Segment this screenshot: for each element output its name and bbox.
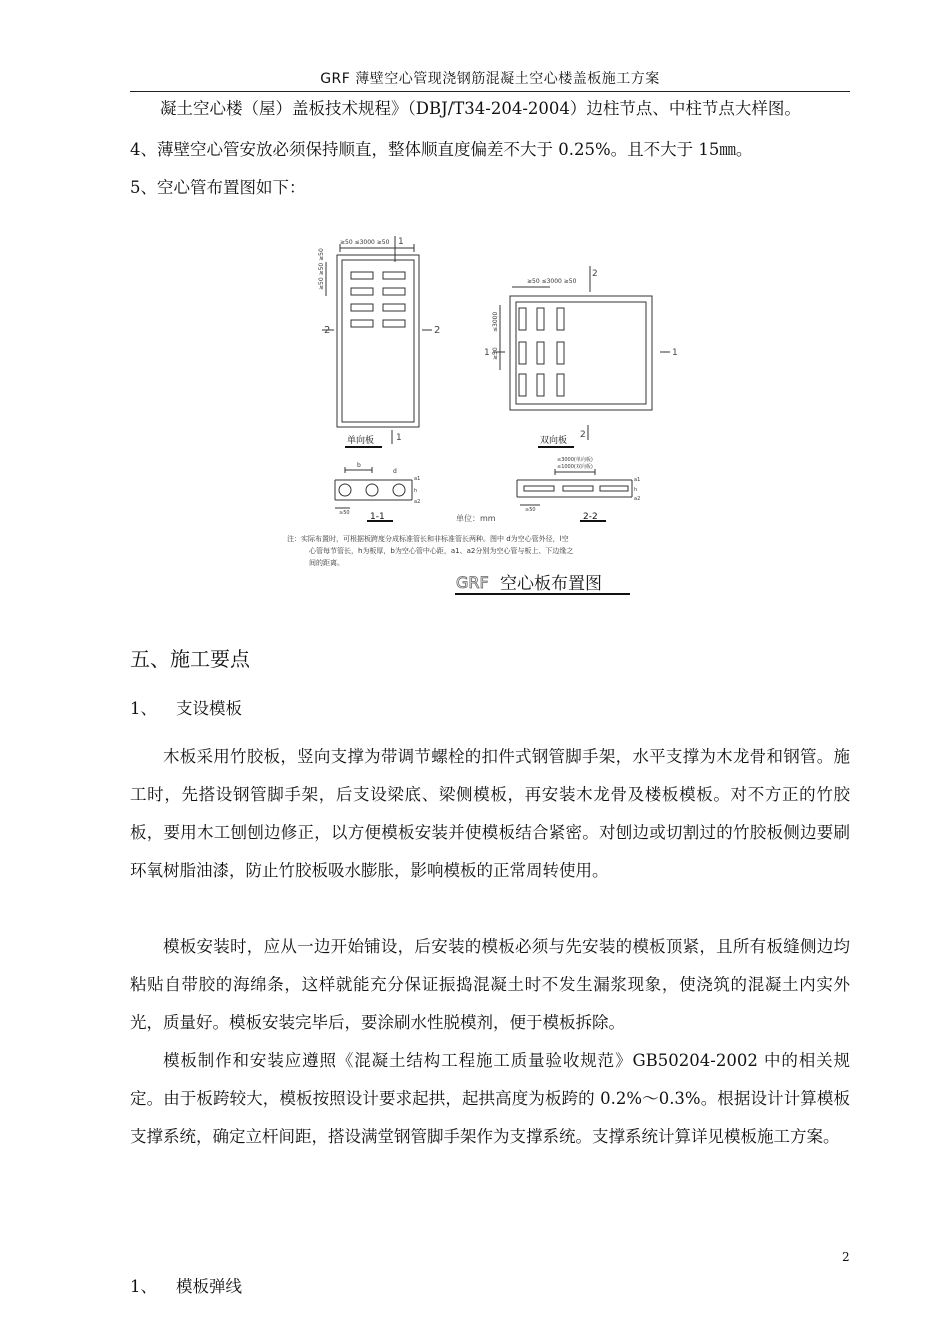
figure-title-grf: GRF — [456, 573, 489, 592]
label-1: 1 — [396, 433, 402, 443]
paragraph-1: 木板采用竹胶板，竖向支撑为带调节螺栓的扣件式钢管脚手架，水平支撑为木龙骨和钢管。施工时，先搭设钢管脚手架，后支设梁底、梁侧模板，再安装木龙骨及楼板模板。对不方正的竹胶板，要用木工刨刨边修正，以方便模板安装并使模板结合紧密。对刨边或切割过的竹胶板侧边要刷环氧树脂油漆，防止竹胶板吸水膨胀，影响模板的正常周转使用。 — [130, 747, 850, 880]
hollow-tube — [557, 308, 564, 330]
sec-a1: a1 — [634, 477, 641, 483]
hollow-tube — [351, 288, 373, 295]
label-2: 2 — [324, 325, 331, 336]
subsection-title: 模板弹线 — [176, 1277, 242, 1296]
sec-h: h — [634, 487, 638, 493]
one-way-slab-outer — [337, 255, 419, 427]
label-2: 2 — [434, 325, 441, 336]
sec-h: h — [414, 488, 418, 494]
hollow-tube — [519, 308, 526, 330]
label-2: 2 — [592, 269, 598, 279]
subsection-number: 1、 — [130, 699, 157, 718]
figure-title: 空心板布置图 — [500, 574, 602, 594]
unit-label: 单位：mm — [456, 514, 496, 523]
label-1: 1 — [484, 348, 490, 358]
subsection-title: 支设模板 — [176, 699, 242, 718]
dim-le3000: ≤3000 — [492, 311, 499, 332]
two-way-caption: 双向板 — [540, 436, 568, 446]
section-1-label: 1-1 — [370, 512, 385, 522]
one-way-slab-inner — [342, 260, 414, 422]
hollow-tube — [557, 374, 564, 396]
section-title: 五、施工要点 — [130, 647, 250, 671]
hollow-tube — [383, 288, 405, 295]
note-line-2: 心管每节管长，h为板厚，b为空心管中心距，a1、a2分别为空心管与板上、下边缘之 — [309, 547, 574, 555]
sec-dim-double: ≤1000(双向板) — [557, 464, 593, 470]
label-2: 2 — [580, 430, 586, 440]
hollow-tube — [383, 272, 405, 279]
intro-line-2: 4、薄壁空心管安放必须保持顺直，整体顺直度偏差不大于 0.25%。且不大于 15㎜。 — [130, 140, 753, 159]
dim-top-one-way: ≥50 ≤3000 ≥50 — [340, 239, 390, 246]
subsection-heading — [130, 1273, 242, 1297]
hollow-tube-section — [524, 486, 554, 491]
hollow-tube — [519, 342, 526, 364]
sec-a1: a1 — [414, 476, 421, 482]
label-1: 1 — [672, 348, 678, 358]
subsection-number: 1、 — [130, 1277, 157, 1296]
paragraph-2: 模板安装时，应从一边开始铺设，后安装的模板必须与先安装的模板顶紧，且所有板缝侧边均粘贴自带胶的海绵条，这样就能充分保证振捣混凝土时不发生漏浆现象，使浇筑的混凝土内实外光，质量好。模板安装完毕后，要涂刷水性脱模剂，便于模板拆除。 — [130, 937, 850, 1032]
hollow-tube-section — [600, 486, 628, 491]
hollow-tube — [383, 304, 405, 311]
hollow-tube — [557, 342, 564, 364]
dim-top-two-way: ≥50 ≤3000 ≥50 — [527, 278, 577, 285]
hollow-tube — [351, 320, 373, 327]
paragraph-3: 模板制作和安装应遵照《混凝土结构工程施工质量验收规范》GB50204-2002 中的相关规定。由于板跨较大，模板按照设计要求起拱，起拱高度为板跨的 0.2%～0.3%。根据设计计算模板支撑系统，确定立杆间距，搭设满堂钢管脚手架作为支撑系统。支撑系统计算详见模板施工方案。 — [130, 1051, 850, 1146]
hollow-tube — [351, 304, 373, 311]
page-header: GRF 薄壁空心管现浇钢筋混凝土空心楼盖板施工方案 — [320, 71, 660, 87]
two-way-slab-inner — [516, 302, 646, 404]
subsection-heading — [130, 695, 242, 719]
intro-line-3: 5、空心管布置图如下： — [130, 178, 306, 197]
sec-dim-single: ≤3000(单向板) — [557, 457, 593, 463]
two-way-slab-outer — [510, 296, 652, 410]
intro-line-1: 凝土空心楼（屋）盖板技术规程》（DBJ/T34-204-2004）边柱节点、中柱节点大样图。 — [160, 99, 801, 118]
header-rule — [130, 91, 850, 92]
sec-ge50: ≥50 — [525, 507, 536, 513]
dim-ge50: ≥50 — [492, 347, 499, 360]
hollow-tube — [383, 320, 405, 327]
hollow-tube — [537, 308, 544, 330]
sec-ge50: ≥50 — [339, 510, 350, 516]
hollow-tube-section — [563, 486, 593, 491]
section-2-label: 2-2 — [583, 512, 598, 522]
hollow-tube — [351, 272, 373, 279]
label-1: 1 — [398, 237, 404, 247]
sec-b: b — [357, 462, 361, 469]
grf-hollow-slab-layout-figure — [280, 228, 730, 603]
one-way-caption: 单向板 — [347, 436, 375, 446]
hollow-tube — [519, 374, 526, 396]
hollow-tube — [537, 342, 544, 364]
note-line-3: 间的距离。 — [309, 559, 344, 567]
sec-a2: a2 — [414, 499, 421, 505]
side-dims: ≥50 ≥50 ≥50 — [318, 248, 325, 290]
hollow-tube — [537, 374, 544, 396]
sec-d: d — [393, 468, 397, 475]
note-line-1: 注：实际布置时，可根据板跨度分成标准管长和非标准管长两种。图中 d为空心管外径，l空 — [287, 535, 569, 543]
sec-a2: a2 — [634, 496, 641, 502]
page-number: 2 — [842, 1250, 850, 1264]
